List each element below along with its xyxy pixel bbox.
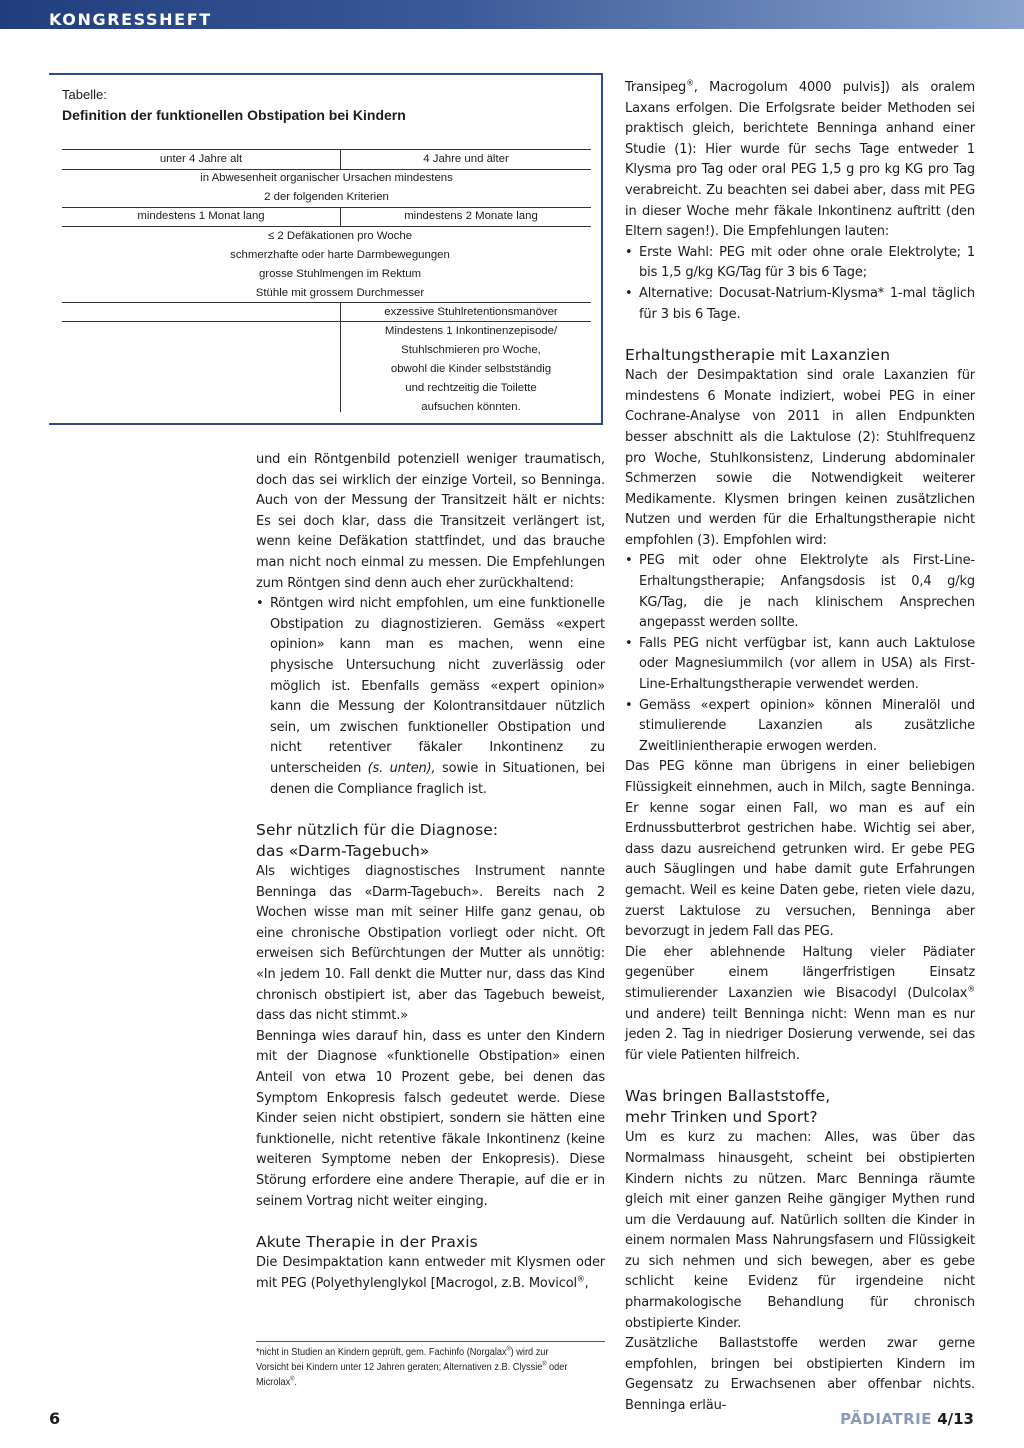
table-criterion: schmerzhafte oder harte Darmbewegungen	[230, 249, 450, 261]
paragraph: Nach der Desimpaktation sind orale Laxanzien für mindestens 6 Monate indiziert, wobei PEG in einer Cochrane-Analyse von 2011 in allen Endpunkten besser abschnitt als die Laktulose (2): Stuhlfrequenz pro Woche, Stuhlkonsistenz, Linderung abdominaler Schmerzen sowie die Notwendigkeit weiterer Medikamente. Klysmen bringen keinen zusätzlichen Nutzen und werden für die Erhaltungstherapie nicht empfohlen (3). Empfohlen wird:	[625, 368, 975, 548]
table-right-criterion: Stuhlschmieren pro Woche,	[401, 344, 541, 356]
table-duration-right: mindestens 2 Monate lang	[404, 210, 538, 222]
list-item	[256, 594, 605, 800]
footnote: *nicht in Studien an Kindern geprüft, gem. Fachinfo (Norgalax®) wird zur Vorsicht bei Kindern unter 12 Jahren geraten; Alternativen z.B. Clyssie® oder Microlax®.	[256, 1346, 568, 1388]
table-right-criterion: und rechtzeitig die Toilette	[405, 382, 537, 394]
table-criterion: ≤ 2 Defäkationen pro Woche	[267, 230, 413, 242]
section-heading: Sehr nützlich für die Diagnose: das «Darm-Tagebuch»	[256, 821, 499, 861]
table-duration-left: mindestens 1 Monat lang	[137, 210, 265, 222]
table-span-1: in Abwesenheit organischer Ursachen mindestens	[200, 172, 453, 184]
table-title: Definition der funktionellen Obstipation bei Kindern	[62, 107, 406, 123]
paragraph: Als wichtiges diagnostisches Instrument nannte Benninga das «Darm-Tagebuch». Bereits nach 2 Wochen wisse man mit seiner Hilfe ganz genau, ob eine chronische Obstipation vorliegt oder nicht. Oft erweisen sich Befürchtungen der Mutter als unnötig: «In jedem 10. Fall denkt die Mutter nur, dass das Kind chronisch obstipiert ist, aber das Tagebuch beweist, dass das nicht stimmt.»	[256, 864, 605, 1024]
right-column	[625, 78, 975, 1417]
bullet-list	[625, 551, 975, 757]
table-label: Tabelle:	[62, 87, 107, 102]
middle-column	[256, 450, 605, 1294]
table-criterion: Stühle mit grossem Durchmesser	[255, 287, 425, 299]
section-heading: Akute Therapie in der Praxis	[256, 1233, 478, 1252]
paragraph: Das PEG könne man übrigens in einer beliebigen Flüssigkeit einnehmen, auch in Milch, sagte Benninga. Er kenne sogar einen Fall, wo man es auf ein Erdnussbutterbrot gestrichen habe. Wichtig sei aber, dass dazu ausreichend getrunken wird. Er gebe PEG auch Säuglingen und habe damit gute Erfahrungen gemacht. Weil es keine Daten gebe, rieten viele dazu, zuerst Laktulose zu versuchen, Benninga aber bevorzugt in jedem Fall das PEG.	[625, 759, 975, 940]
table-right-criterion: aufsuchen könnten.	[421, 401, 521, 413]
table-right-criterion: Mindestens 1 Inkontinenzepisode/	[384, 325, 558, 337]
bullet-list	[625, 243, 975, 325]
table-right-criterion: exzessive Stuhlretentionsmanöver	[384, 306, 558, 318]
paragraph: Die Desimpaktation kann entweder mit Klysmen oder mit PEG (Polyethylenglykol [Macrogol, z.B. Movicol®,	[256, 1255, 605, 1291]
table-span-2: 2 der folgenden Kriterien	[264, 191, 389, 203]
paragraph: Transipeg®, Macrogolum 4000 pulvis]) als oralem Laxans erfolgen. Die Erfolgsrate beider Methoden sei praktisch gleich, berichtete Benninga anhand einer Studie (1): Hier wurde für sechs Tage entweder 1 Klysma pro Tag oder oral PEG 1,5 g pro kg KG pro Tag verabreicht. Zu beachten sei dabei aber, dass mit PEG in dieser Woche mehr fäkale Inkontinenz auftritt (den Eltern sagen!). Die Empfehlungen lauten:	[625, 78, 975, 240]
footnote-rule	[256, 1341, 605, 1342]
section-title: KONGRESSHEFT	[49, 10, 212, 29]
table-head-right: 4 Jahre und älter	[423, 153, 509, 165]
section-heading: Was bringen Ballaststoffe, mehr Trinken und Sport?	[625, 1087, 831, 1127]
bullet-emphasis: (s. unten),	[367, 760, 436, 776]
page-number: 6	[49, 1409, 61, 1428]
bullet-text: sowie in Situationen, bei denen die Compliance fraglich ist.	[270, 760, 605, 797]
list-item: • Falls PEG nicht verfügbar ist, kann auch Laktulose oder Magnesiummilch (vor allem in USA) als First-Line-Erhaltungstherapie verwendet werden.	[625, 634, 975, 696]
paragraph: Die eher ablehnende Haltung vieler Pädiater gegenüber einem längerfristigen Einsatz stimulierender Laxanzien wie Bisacodyl (Dulcolax® und andere) teilt Benninga nicht: Wenn man es nur jeden 2. Tag in niedriger Dosierung verwende, sei das für viele Patienten hilfreich.	[625, 944, 975, 1063]
paragraph: Benninga wies darauf hin, dass es unter den Kindern mit der Diagnose «funktionelle Obstipation» einen Anteil von etwa 10 Prozent gebe, bei denen das Symptom Enkopresis falsch gedeutet werde. Diese Kinder seien nicht obstipiert, sondern sie hätten eine funktionelle, nicht retentive fäkale Inkontinenz (keine weiteren Symptome neben der Enkopresis). Diese Störung erfordere eine andere Therapie, auf die er in seinem Vortrag nicht weiter einging.	[256, 1028, 605, 1209]
table-head-left: unter 4 Jahre alt	[159, 153, 243, 165]
table-right-criterion: obwohl die Kinder selbstständig	[390, 363, 552, 375]
list-item: • Alternative: Docusat-Natrium-Klysma* 1-mal täglich für 3 bis 6 Tage.	[625, 284, 975, 325]
section-heading: Erhaltungstherapie mit Laxanzien	[625, 346, 891, 365]
bullet-text: Röntgen wird nicht empfohlen, um eine funktionelle Obstipation zu diagnostizieren. Gemäss «expert opinion» kann man es machen, wenn eine physische Untersuchung nicht zuverlässig oder möglich ist. Ebenfalls gemäss «expert opinion» kann die Messung der Kolontransitdauer nützlich sein, um zwischen funktioneller Obstipation und nicht retentiver fäkaler Inkontinenz zu unterscheiden	[270, 596, 605, 776]
paragraph: Um es kurz zu machen: Alles, was über das Normalmass hinausgeht, scheint bei obstipierten Kindern nichts zu nützen. Marc Benninga räumte gleich mit einer ganzen Reihe gängiger Mythen rund um die Verdauung auf. Natürlich sollten die Kinder in einem normalen Mass Nahrungsfasern und Flüssigkeit zu sich nehmen und sich bewegen, aber es gebe schlicht keine Evidenz für irgendeine nicht pharmakologische Behandlung für chronisch obstipierte Kinder.	[625, 1130, 975, 1331]
issue-number: 4/13	[931, 1410, 974, 1428]
journal-brand: PÄDIATRIE	[840, 1410, 932, 1428]
list-item: • Gemäss «expert opinion» können Mineralöl und stimulierende Laxanzien als zusätzliche Zweitlinientherapie erwogen werden.	[625, 696, 975, 758]
list-item: • PEG mit oder ohne Elektrolyte als First-Line-Erhaltungstherapie; Anfangsdosis ist 0,4 g/kg KG/Tag, die je nach klinischem Ansprechen angepasst werden sollte.	[625, 551, 975, 633]
bullet-list	[256, 594, 605, 800]
paragraph: und ein Röntgenbild potenziell weniger traumatisch, doch das sei wirklich der einzige Vorteil, so Benninga. Auch von der Messung der Transitzeit hält er nichts: Es sei doch klar, dass die Transitzeit verlängert ist, wenn keine Defäkation stattfindet, und das brauche man nicht noch einmal zu messen. Die Empfehlungen zum Röntgen sind denn auch eher zurückhaltend:	[256, 452, 605, 591]
table-criterion: grosse Stuhlmengen im Rektum	[258, 268, 422, 280]
list-item: • Erste Wahl: PEG mit oder ohne orale Elektrolyte; 1 bis 1,5 g/kg KG/Tag für 3 bis 6 Tage;	[625, 243, 975, 284]
paragraph: Zusätzliche Ballaststoffe werden zwar gerne empfohlen, bringen bei obstipierten Kindern im Gegensatz zu Erwachsenen aber offenbar nichts. Benninga erläu-	[625, 1336, 975, 1414]
journal-issue	[840, 1410, 974, 1428]
